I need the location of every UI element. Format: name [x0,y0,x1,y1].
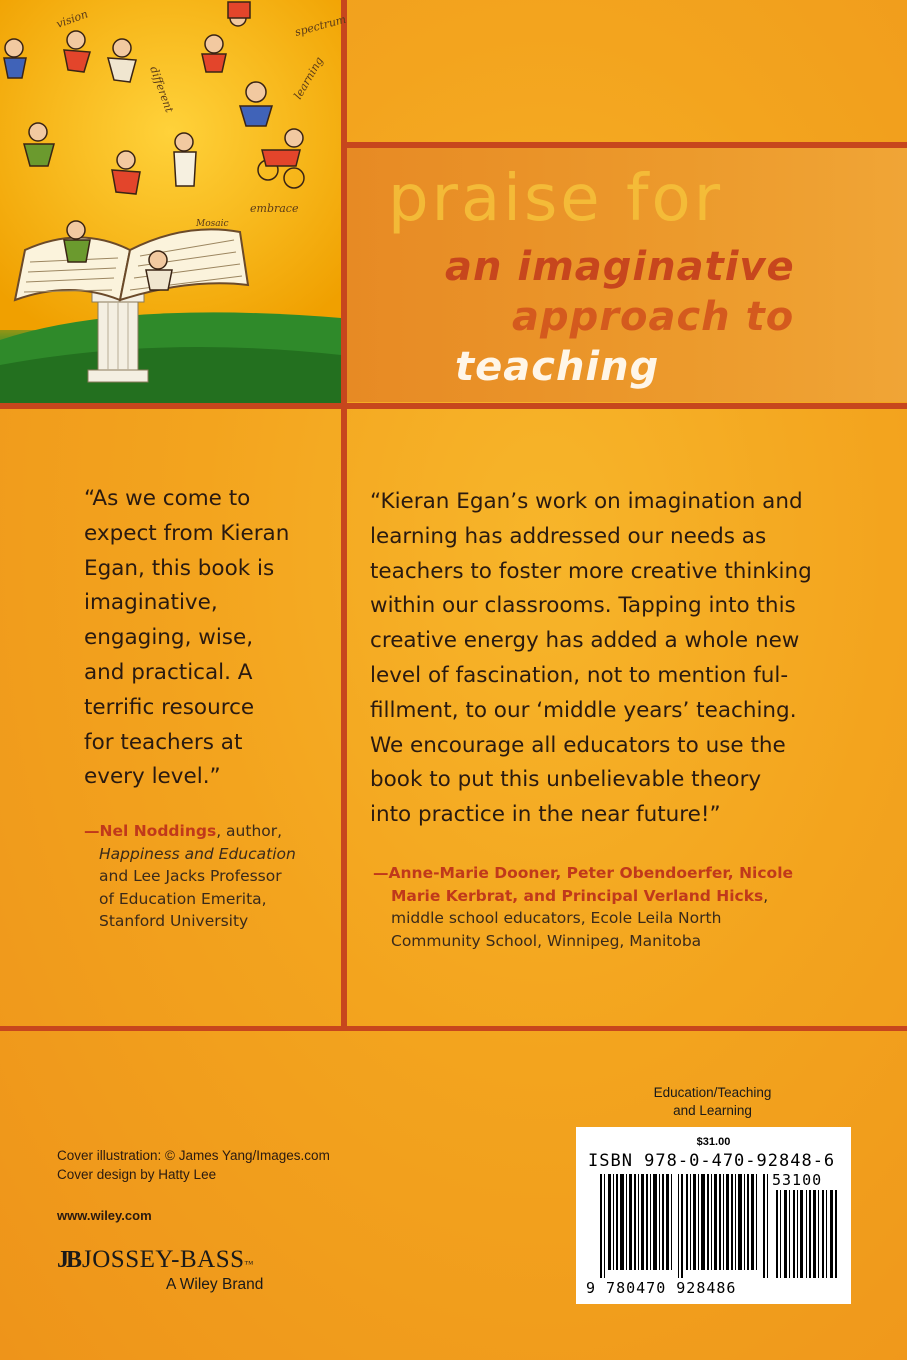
attribution-dash: — [373,864,389,882]
quote-line: every level.” [84,764,221,790]
quote-line: creative energy has added a whole new [370,628,800,654]
attribution-line: middle school educators, Ecole Leila North [391,909,722,927]
category-line: Education/Teaching [653,1085,772,1100]
quote-left [84,482,289,795]
attribution-right [373,862,793,952]
design-credit: Cover design by Hatty Lee [57,1167,217,1182]
publisher-name: JOSSEY-BASS [82,1246,245,1273]
quote-line: into practice in the near future!” [370,802,721,828]
attribution-line: of Education Emerita, [99,889,267,908]
illustration-drawing [0,0,348,403]
quote-right [370,485,812,833]
illustration-credit: Cover illustration: © James Yang/Images.com [57,1148,330,1163]
illustration-word: different [147,64,176,115]
quote-line: for teachers at [84,729,243,755]
attribution-role: , author, [216,822,283,840]
attribution-name: Nel Noddings [99,822,217,840]
quote-line: and practical. A [84,659,253,685]
quote-line: imaginative, [84,590,218,616]
barcode-box [576,1127,851,1304]
quote-line: book to put this unbelievable theory [370,767,762,793]
attribution-names: Marie Kerbrat, and Principal Verland Hicks [391,886,764,905]
website-link[interactable]: www.wiley.com [57,1208,152,1223]
rule-vertical-mid [341,409,347,1029]
quote-line: level of fascination, not to mention ful- [370,662,789,688]
quote-line: teachers to foster more creative thinking [370,558,812,584]
quote-line: We encourage all educators to use the [370,732,786,758]
illustration-word: Mosaic [196,219,229,229]
attribution-line: and Lee Jacks Professor [99,867,282,885]
title-line-1: an imaginative [445,244,795,290]
cover-illustration [0,0,348,403]
attribution-names: Anne-Marie Dooner, Peter Obendoerfer, Nicole [388,864,794,882]
book-category [640,1084,785,1120]
title-line-3: teaching [455,344,660,390]
addon-barcode [776,1190,838,1278]
attribution-line: Stanford University [99,912,249,930]
jb-logo-mark: JB [57,1247,80,1273]
attribution-comma: , [763,886,769,905]
quote-line: terrific resource [84,694,255,720]
praise-heading: praise for [388,162,723,236]
illustration-word: vision [54,7,90,31]
publisher-brand: A Wiley Brand [166,1276,264,1293]
category-line: and Learning [673,1103,752,1118]
illustration-word: embrace [250,202,299,215]
rule-lower-horizontal [0,1026,907,1031]
rule-mid-horizontal [0,403,907,409]
addon-code: 53100 [772,1171,823,1189]
price: $31.00 [696,1136,731,1148]
quote-line: learning has addressed our needs as [370,523,767,549]
title-line-2: approach to [512,294,795,340]
trademark: ™ [244,1259,254,1269]
attribution-book-title: Happiness and Education [99,844,296,863]
quote-line: Egan, this book is [84,555,275,581]
quote-line: “As we come to [84,486,251,511]
isbn-text: ISBN 978-0-470-92848-6 [588,1151,836,1171]
illustration-word: spectrum [293,12,348,39]
illustration-word: learning [291,54,326,102]
publisher-logo [57,1246,263,1294]
attribution-left [84,820,296,933]
credits [57,1146,330,1184]
attribution-dash: — [84,822,100,840]
quote-line: expect from Kieran [84,520,290,546]
quote-line: within our classrooms. Tapping into this [370,593,796,619]
isbn-barcode [600,1174,770,1278]
attribution-line: Community School, Winnipeg, Manitoba [391,931,702,950]
quote-line: engaging, wise, [84,625,254,651]
barcode-digits: 9 780470 928486 [586,1279,737,1297]
quote-line: fillment, to our ‘middle years’ teaching. [370,697,797,723]
quote-line: “Kieran Egan’s work on imagination and [370,489,803,514]
